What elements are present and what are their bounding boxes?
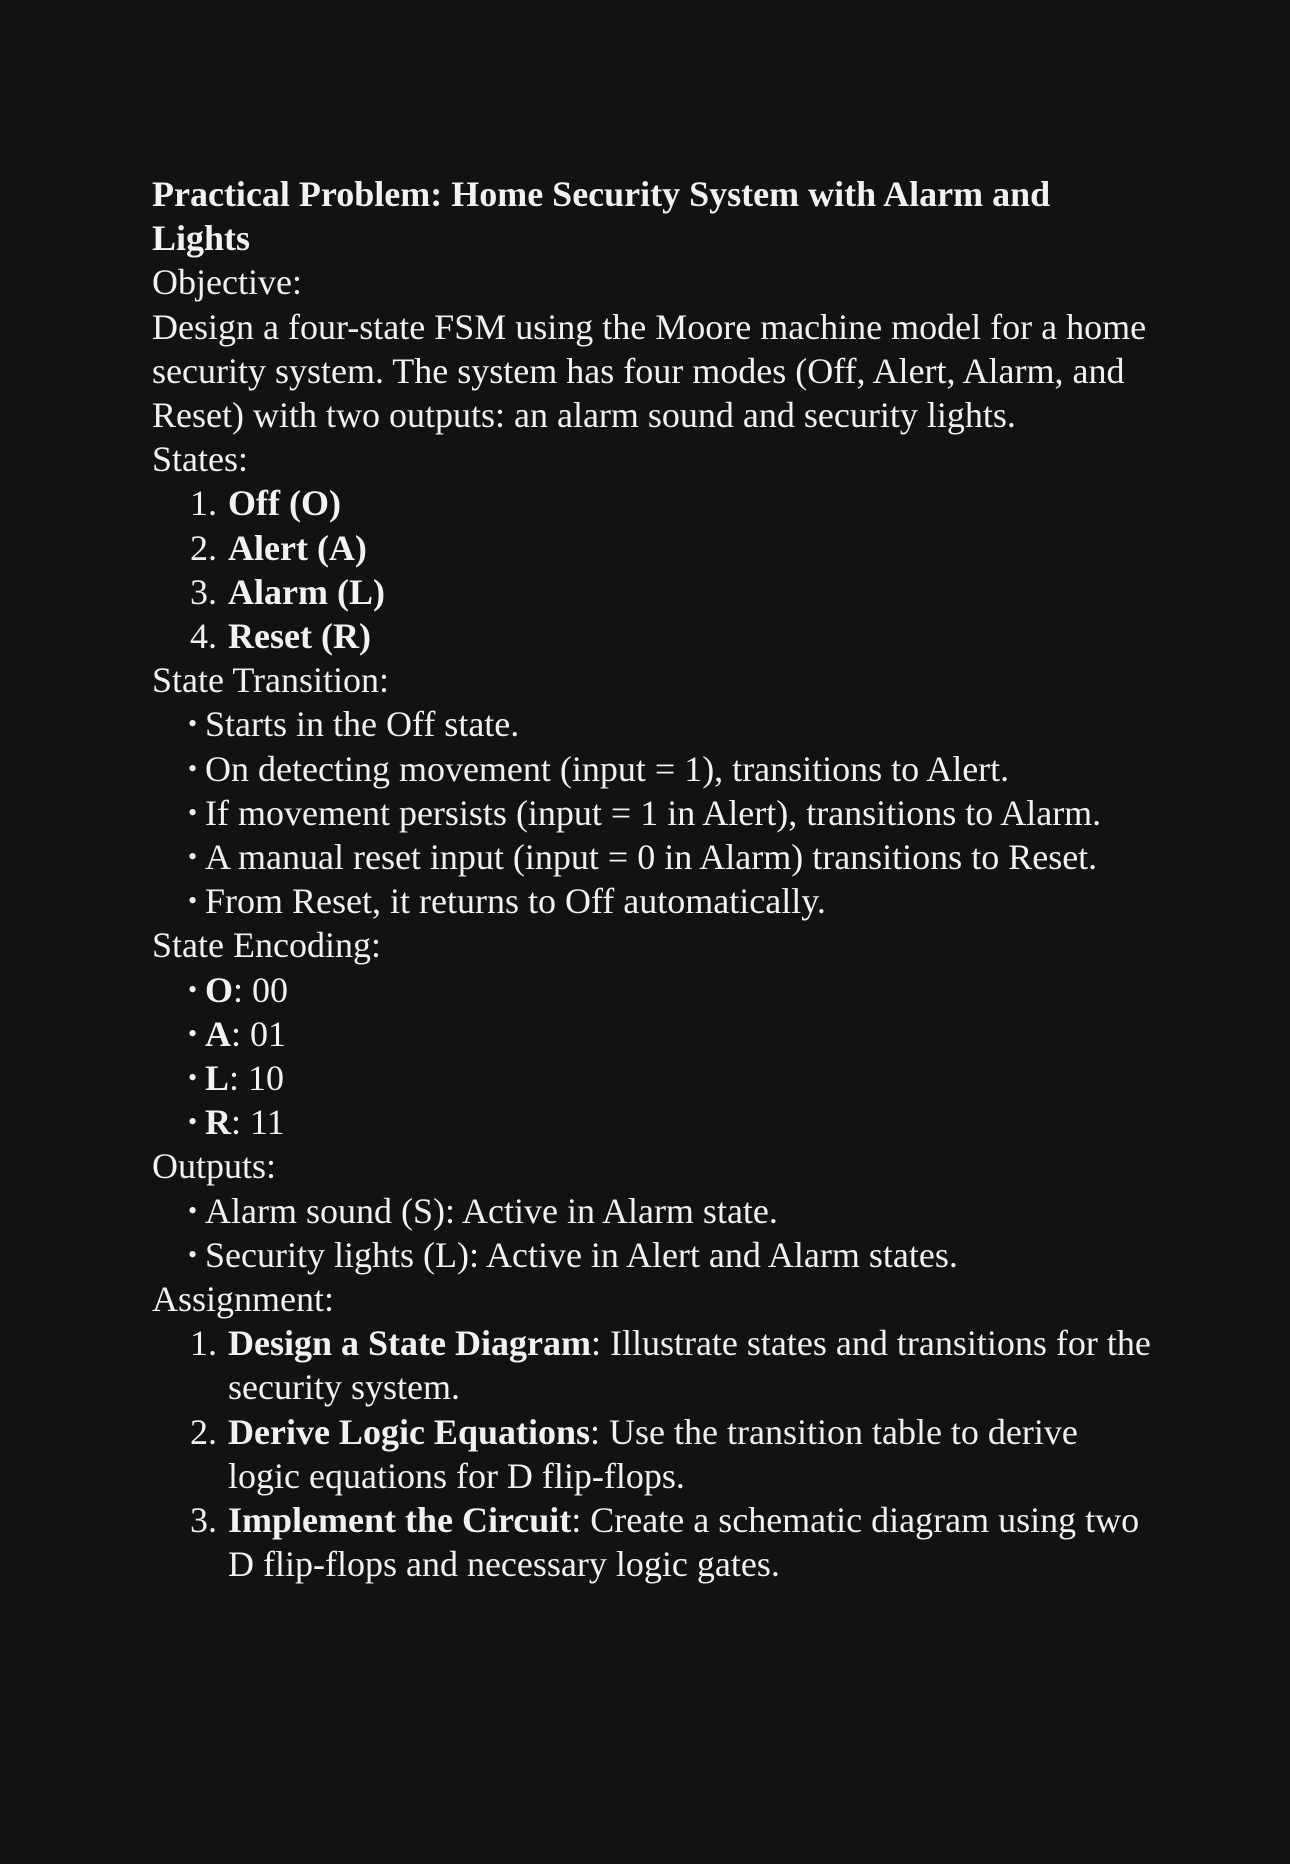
encoding-heading: State Encoding:: [152, 925, 381, 966]
bullet-icon: •: [188, 1063, 198, 1093]
list-item: • A: 01: [152, 1012, 1152, 1056]
list-item: • Starts in the Off state.: [152, 702, 1152, 746]
assignment-heading: Assignment:: [152, 1279, 335, 1320]
states-list: [152, 481, 1152, 658]
bullet-icon: •: [188, 974, 198, 1004]
bullet-icon: •: [188, 1195, 198, 1225]
encoding-list: [152, 968, 1152, 1145]
bullet-icon: •: [188, 1239, 198, 1269]
transition-heading: State Transition:: [152, 660, 390, 701]
list-item: 3. Alarm (L): [190, 571, 385, 612]
list-item: • Security lights (L): Active in Alert and Alarm states.: [152, 1233, 1152, 1277]
objective-text: Design a four-state FSM using the Moore machine model for a home security system. The system has four modes (Off, Alert, Alarm, and Reset) with two outputs: an alarm sound and security lights.: [152, 306, 1147, 436]
assignment-list: [152, 1321, 1152, 1586]
objective-heading: Objective:: [152, 262, 302, 303]
bullet-icon: •: [188, 797, 198, 827]
page-title: Practical Problem: Home Security System with Alarm and Lights: [152, 174, 1051, 259]
list-item: • A manual reset input (input = 0 in Alarm) transitions to Reset.: [152, 835, 1152, 879]
list-item: 1. Design a State Diagram: Illustrate states and transitions for the security system.: [190, 1323, 1151, 1408]
list-item: 3. Implement the Circuit: Create a schematic diagram using two D flip-flops and necessary logic gates.: [190, 1500, 1140, 1585]
bullet-icon: •: [188, 1018, 198, 1048]
list-item: • R: 11: [152, 1100, 1152, 1144]
bullet-icon: •: [188, 1107, 198, 1137]
list-item: 1. Off (O): [190, 483, 341, 524]
list-item: • L: 10: [152, 1056, 1152, 1100]
list-item: 2. Alert (A): [190, 527, 367, 568]
list-item: • From Reset, it returns to Off automatically.: [152, 879, 1152, 923]
transition-list: [152, 702, 1152, 923]
bullet-icon: •: [188, 709, 198, 739]
list-item: 4. Reset (R): [190, 616, 371, 657]
bullet-icon: •: [188, 842, 198, 872]
list-item: • On detecting movement (input = 1), transitions to Alert.: [152, 747, 1152, 791]
outputs-heading: Outputs:: [152, 1146, 277, 1187]
outputs-list: [152, 1189, 1152, 1277]
bullet-icon: •: [188, 886, 198, 916]
list-item: • O: 00: [152, 968, 1152, 1012]
bullet-icon: •: [188, 753, 198, 783]
list-item: • Alarm sound (S): Active in Alarm state.: [152, 1189, 1152, 1233]
list-item: • If movement persists (input = 1 in Alert), transitions to Alarm.: [152, 791, 1152, 835]
document: [152, 172, 1152, 1587]
list-item: 2. Derive Logic Equations: Use the transition table to derive logic equations for D flip-flops.: [190, 1411, 1078, 1496]
states-heading: States:: [152, 439, 248, 480]
